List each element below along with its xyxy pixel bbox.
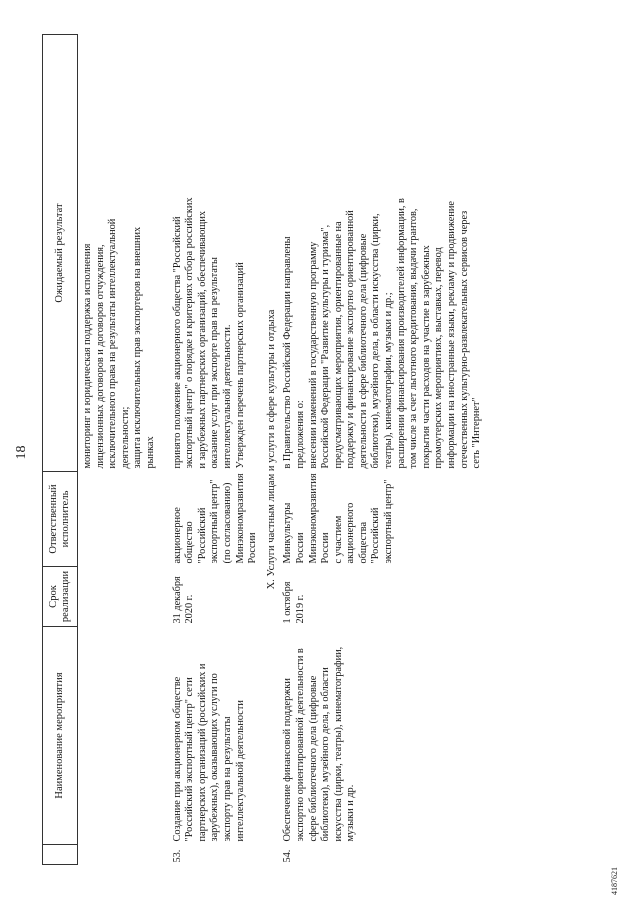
text-line: сфере библиотечного дела (цифровые: [307, 675, 319, 842]
header-name: Наименование мероприятия: [43, 627, 78, 845]
text-line: экспортно ориентированной деятельности в: [294, 648, 306, 842]
responsible-executor: [280, 472, 487, 567]
text-line: театры), кинематографии, музыки и др.;: [383, 292, 395, 469]
text-line: России: [247, 532, 259, 564]
text-line: "Российский: [196, 507, 208, 564]
text-line: экспортный центр": [209, 479, 221, 564]
text-line: Создание при акционерном обществе: [171, 676, 183, 842]
text-line: искусства (цирки, театры), кинематографии,: [332, 646, 344, 842]
text-line: экспортный центр": [383, 479, 395, 564]
text-line: экспорту прав на результаты: [221, 716, 233, 842]
text-line: расширении финансирования производителей информации, в: [395, 198, 407, 469]
text-line: деятельности в сфере библиотечного дела (цифровые: [357, 233, 369, 469]
row-number: 54.: [282, 849, 294, 863]
text-line: зарубежных), оказывающих услуги по: [209, 673, 221, 842]
header-number: [43, 845, 78, 865]
measure-name: [78, 627, 166, 845]
responsible-executor: [78, 472, 166, 567]
text-line: (по согласованию): [221, 482, 233, 564]
table-row: [166, 35, 264, 865]
implementation-term: [78, 567, 166, 627]
text-line: предусматривающих мероприятия, ориентированные на: [332, 221, 344, 469]
header-result: Ожидаемый результат: [43, 35, 78, 472]
section-title: X. Услуги частным лицам и услуги в сфере культуры и отдыха: [265, 309, 277, 590]
table-header-row: [43, 35, 78, 865]
text-line: рынках: [144, 436, 156, 469]
expected-result: [280, 35, 487, 472]
text-line: внесении изменений в государственную программу: [307, 241, 319, 469]
page-number: 18: [14, 445, 29, 460]
text-line: интеллектуальной деятельности: [234, 700, 246, 842]
text-line: оказание услуг при экспорте прав на результаты: [209, 257, 221, 469]
header-term: Срок реализации: [43, 567, 78, 627]
text-line: сеть "Интернет": [471, 397, 483, 469]
text-line: промоутерских мероприятиях, выставках, перевод: [433, 247, 445, 469]
text-line: 1 октября: [282, 581, 294, 624]
text-line: 2020 г.: [184, 594, 196, 624]
text-line: деятельности;: [119, 406, 131, 469]
text-line: отечественных культурно-развлекательных сервисов через: [458, 210, 470, 469]
header-responsible: Ответственный исполнитель: [43, 472, 78, 567]
text-line: Минэкономразвития: [307, 473, 319, 564]
text-line: партнерских организаций (российских и: [196, 663, 208, 842]
text-line: 2019 г.: [294, 594, 306, 624]
row-number: 53.: [171, 849, 183, 863]
text-line: музыки и др.: [345, 784, 357, 842]
text-line: информации на иностранные языки, рекламу и продвижение: [446, 201, 458, 469]
responsible-executor: [166, 472, 264, 567]
text-line: экспортный центр" о порядке и критериях отбора российских: [184, 197, 196, 469]
text-line: общества: [357, 521, 369, 564]
expected-result: [166, 35, 264, 472]
text-line: Обеспечение финансовой поддержки: [282, 678, 294, 842]
text-line: покрытия части расходов на участие в зарубежных: [420, 245, 432, 469]
text-line: России: [294, 532, 306, 564]
text-line: защита исключительных прав экспортеров на внешних: [132, 226, 144, 469]
text-line: исключительного права на результаты интеллектуальной: [107, 218, 119, 469]
text-line: Российской Федерации "Развитие культуры и туризма",: [320, 224, 332, 469]
text-line: "Российский: [370, 507, 382, 564]
table-row: [78, 35, 166, 865]
text-line: библиотеки), музейного дела, в области: [320, 667, 332, 842]
text-line: Минэкономразвития: [234, 473, 246, 564]
document-id: 4187621: [610, 867, 619, 895]
measure-name: [166, 627, 264, 845]
text-line: интеллектуальной деятельности.: [221, 324, 233, 469]
measure-name: [280, 627, 487, 845]
implementation-term: [280, 567, 487, 627]
text-line: "Российский экспортный центр" сети: [184, 677, 196, 842]
text-line: мониторинг и юридическая поддержка исполнения: [82, 243, 93, 469]
table-row: [280, 35, 487, 865]
expected-result: [78, 35, 166, 472]
text-line: библиотеки), музейного дела, в области искусства (цирки,: [370, 213, 382, 469]
text-line: поддержку и финансирование экспортно ориентированной: [345, 210, 357, 469]
text-line: том числе за счет льготного кредитования, выдачи грантов,: [408, 208, 420, 469]
section-title-row: [264, 35, 281, 865]
text-line: с участием: [332, 515, 344, 564]
text-line: акционерное: [171, 507, 183, 564]
text-line: акционерного: [345, 502, 357, 564]
text-line: 31 декабря: [171, 576, 183, 624]
text-line: Утвержден перечень партнерских организаций: [234, 262, 246, 469]
text-line: принято положение акционерного общества "Российский: [171, 216, 183, 469]
text-line: общество: [184, 521, 196, 564]
text-line: России: [320, 532, 332, 564]
text-line: Минкультуры: [282, 502, 294, 564]
implementation-term: [166, 567, 264, 627]
text-line: лицензионных договоров и договоров отчуждения,: [94, 244, 106, 469]
text-line: и зарубежных партнерских организаций, обеспечивающих: [196, 211, 208, 469]
text-line: предложения о:: [294, 400, 306, 469]
row-number: [78, 845, 166, 865]
measures-table: [42, 34, 487, 865]
text-line: в Правительство Российской Федерации направлены: [282, 236, 294, 469]
